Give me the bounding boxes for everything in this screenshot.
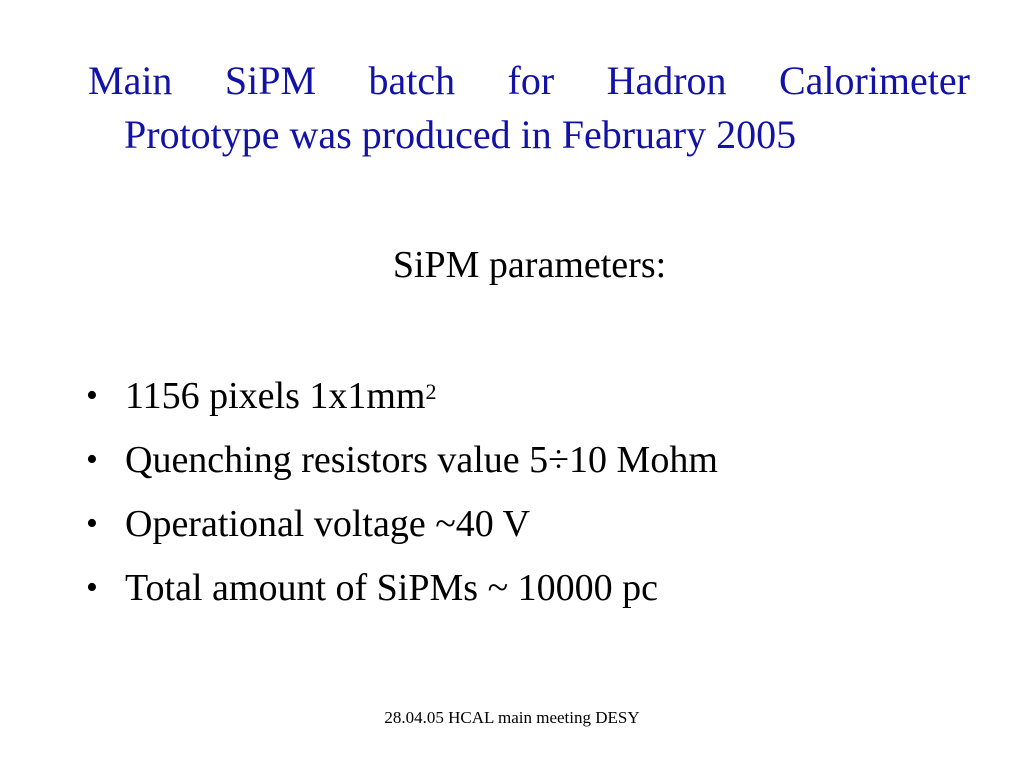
slide-title [88,54,970,162]
slide-title-line-2: Prototype was produced in February 2005 [124,112,797,157]
bullet-icon: • [86,505,98,542]
list-item [86,562,718,626]
bullet-icon: • [86,377,98,414]
list-item [86,370,718,434]
slide-footer: 28.04.05 HCAL main meeting DESY [384,708,640,727]
bullet-icon: • [86,569,98,606]
section-heading: SiPM parameters: [392,244,667,286]
parameter-list [86,370,718,626]
list-item [86,498,718,562]
list-item-text: Quenching resistors value 5÷10 Mohm [125,439,718,481]
list-item-superscript: 2 [425,379,437,404]
list-item-text: Operational voltage ~40 V [125,503,531,545]
bullet-icon: • [86,441,98,478]
list-item-text: Total amount of SiPMs ~ 10000 pc [125,567,659,609]
slide-title-line-1: Main SiPM batch for Hadron Calorimeter [88,58,970,103]
list-item [86,434,718,498]
list-item-text: 1156 pixels 1x1mm [125,375,426,417]
